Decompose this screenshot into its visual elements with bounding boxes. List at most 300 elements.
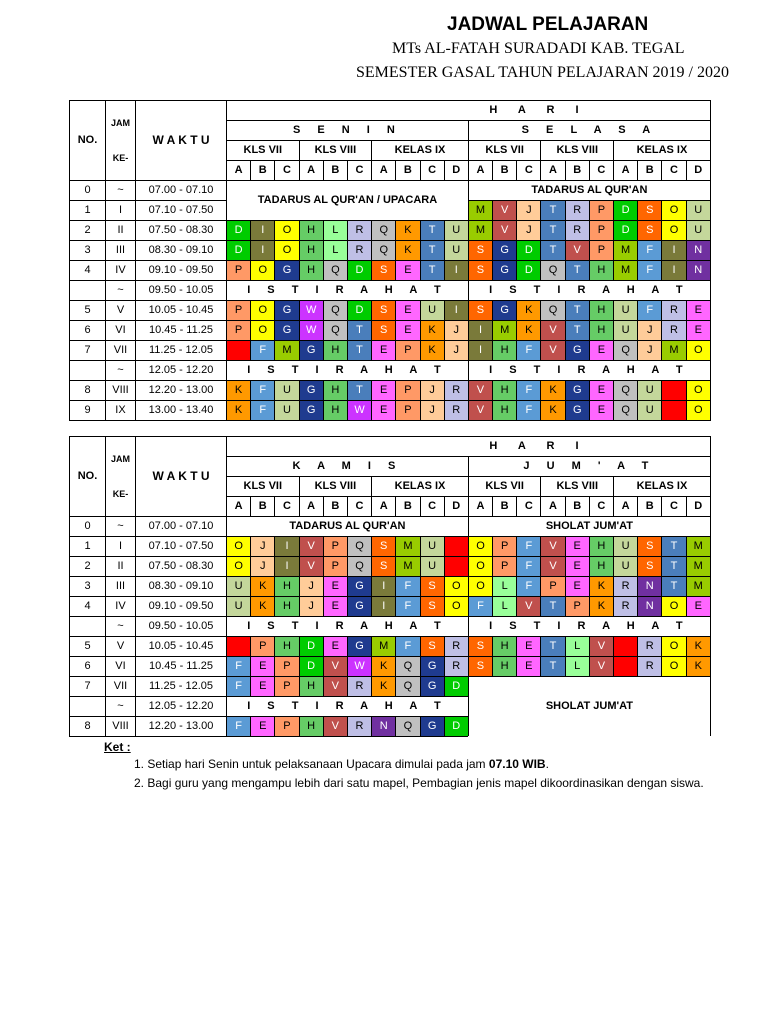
header-section: A — [372, 497, 396, 517]
row-no: 9 — [70, 401, 106, 421]
subject-cell: V — [299, 537, 323, 557]
header-section: A — [468, 161, 492, 181]
special-left: TADARUS AL QUR'AN — [227, 517, 469, 537]
subject-cell: V — [541, 321, 565, 341]
subject-cell: P — [493, 557, 517, 577]
row-waktu: 10.45 - 11.25 — [136, 321, 227, 341]
subject-cell: F — [227, 657, 251, 677]
subject-cell: T — [541, 637, 565, 657]
subject-cell: U — [444, 241, 468, 261]
subject-cell: K — [589, 597, 613, 617]
subject-cell: G — [275, 321, 299, 341]
schedule-table-2-wrap — [0, 436, 716, 738]
row-no: 0 — [70, 181, 106, 201]
row-waktu: 09.50 - 10.05 — [136, 617, 227, 637]
subject-cell: F — [517, 401, 541, 421]
subject-cell: O — [662, 657, 686, 677]
subject-cell: R — [444, 637, 468, 657]
subject-cell: R — [444, 657, 468, 677]
subject-cell: I — [251, 221, 275, 241]
row-no: 5 — [70, 301, 106, 321]
header-kls9: KELAS IX — [372, 477, 469, 497]
subject-cell: T — [541, 221, 565, 241]
subject-cell: E — [323, 577, 347, 597]
subject-cell: M — [275, 341, 299, 361]
subject-cell: J — [251, 537, 275, 557]
schedule-row — [70, 321, 711, 341]
subject-cell: S — [420, 577, 444, 597]
subject-cell: F — [517, 537, 541, 557]
subject-cell: K — [420, 321, 444, 341]
subject-cell: E — [517, 637, 541, 657]
subject-cell: I — [662, 241, 686, 261]
subject-cell: V — [493, 221, 517, 241]
subject-cell: M — [686, 577, 710, 597]
subject-cell: U — [420, 537, 444, 557]
subject-cell: L — [493, 597, 517, 617]
subject-cell: K — [396, 221, 420, 241]
subject-cell: G — [493, 301, 517, 321]
subject-cell: E — [396, 301, 420, 321]
subject-cell: H — [299, 677, 323, 697]
subject-cell: M — [662, 341, 686, 361]
subject-cell: K — [372, 677, 396, 697]
subject-cell: I — [468, 321, 492, 341]
subject-cell: K — [251, 597, 275, 617]
subject-cell: E — [565, 577, 589, 597]
break-left: I S T I R A H A T — [227, 361, 469, 381]
schedule-row — [70, 517, 711, 537]
subject-cell: V — [565, 241, 589, 261]
subject-cell: V — [323, 677, 347, 697]
subject-cell: O — [444, 577, 468, 597]
subject-cell: M — [396, 537, 420, 557]
subject-cell: Q — [323, 301, 347, 321]
subject-cell: L — [565, 657, 589, 677]
subject-cell: N — [638, 577, 662, 597]
subject-cell: F — [638, 241, 662, 261]
row-jam: V — [106, 301, 136, 321]
subject-cell: J — [299, 597, 323, 617]
subject-cell: O — [275, 221, 299, 241]
subject-cell: F — [251, 341, 275, 361]
subject-cell: V — [589, 657, 613, 677]
header-section: B — [493, 161, 517, 181]
subject-cell: T — [662, 577, 686, 597]
header-hari: H A R I — [227, 437, 711, 457]
subject-cell: U — [638, 401, 662, 421]
subject-cell: H — [299, 261, 323, 281]
subject-cell: C — [662, 401, 686, 421]
subject-cell: E — [251, 657, 275, 677]
subject-cell: T — [420, 241, 444, 261]
row-no: 1 — [70, 201, 106, 221]
subject-cell: Q — [396, 677, 420, 697]
subject-cell: O — [662, 637, 686, 657]
header-no: NO. — [70, 101, 106, 181]
row-no: 3 — [70, 241, 106, 261]
subject-cell: T — [565, 261, 589, 281]
sholat-jumat-block: SHOLAT JUM'AT — [468, 677, 710, 737]
subject-cell: N — [686, 241, 710, 261]
subject-cell: W — [347, 657, 371, 677]
header-ke: KE- — [112, 488, 129, 499]
row-waktu: 12.05 - 12.20 — [136, 361, 227, 381]
subject-cell: S — [372, 557, 396, 577]
row-waktu: 07.50 - 08.30 — [136, 221, 227, 241]
header-section: C — [589, 161, 613, 181]
header-section: A — [614, 161, 638, 181]
row-waktu: 08.30 - 09.10 — [136, 241, 227, 261]
subject-cell: R — [614, 577, 638, 597]
row-no: 2 — [70, 221, 106, 241]
subject-cell: S — [468, 261, 492, 281]
note-1-time: 07.10 WIB — [488, 757, 546, 771]
subject-cell: O — [251, 261, 275, 281]
subject-cell: H — [589, 557, 613, 577]
subject-cell: L — [493, 577, 517, 597]
row-waktu: 09.50 - 10.05 — [136, 281, 227, 301]
subject-cell: O — [275, 241, 299, 261]
header-section: B — [565, 497, 589, 517]
subject-cell: D — [517, 261, 541, 281]
subject-cell: G — [299, 341, 323, 361]
header-section: C — [420, 161, 444, 181]
row-no: 6 — [70, 321, 106, 341]
break-left: I S T I R A H A T — [227, 697, 469, 717]
schedule-row — [70, 537, 711, 557]
header-kls7: KLS VII — [468, 477, 541, 497]
subject-cell: E — [323, 597, 347, 617]
row-no: 8 — [70, 381, 106, 401]
row-no: 3 — [70, 577, 106, 597]
note-1-text: 1. Setiap hari Senin untuk pelaksanaan Upacara dimulai pada jam — [134, 757, 489, 771]
subject-cell: O — [686, 381, 710, 401]
subject-cell: O — [468, 537, 492, 557]
subject-cell: V — [468, 401, 492, 421]
schedule-row — [70, 557, 711, 577]
subject-cell: H — [323, 341, 347, 361]
header-kls7: KLS VII — [227, 141, 300, 161]
schedule-row — [70, 181, 711, 201]
subject-cell: H — [323, 381, 347, 401]
header-kls9: KELAS IX — [372, 141, 469, 161]
subject-cell: C — [614, 657, 638, 677]
header-section: C — [420, 497, 444, 517]
row-jam: VII — [106, 677, 136, 697]
header-section: A — [299, 497, 323, 517]
schedule-row — [70, 281, 711, 301]
subject-cell: R — [565, 221, 589, 241]
subject-cell: H — [275, 577, 299, 597]
row-waktu: 12.20 - 13.00 — [136, 381, 227, 401]
header-section: C — [275, 497, 299, 517]
header-day-1: K A M I S — [227, 457, 469, 477]
header-section: B — [323, 161, 347, 181]
header-section: D — [686, 497, 710, 517]
row-waktu: 07.10 - 07.50 — [136, 201, 227, 221]
subject-cell: T — [347, 321, 371, 341]
subject-cell: S — [638, 221, 662, 241]
row-waktu: 07.00 - 07.10 — [136, 181, 227, 201]
header-kls8: KLS VIII — [541, 141, 614, 161]
subject-cell: T — [662, 537, 686, 557]
subject-cell: R — [614, 597, 638, 617]
subject-cell: N — [372, 717, 396, 737]
schedule-row — [70, 617, 711, 637]
header-jam: JAM — [110, 453, 130, 464]
subject-cell: P — [493, 537, 517, 557]
subject-cell: U — [614, 301, 638, 321]
schedule-row — [70, 657, 711, 677]
subject-cell: D — [299, 637, 323, 657]
subject-cell: O — [251, 321, 275, 341]
subject-cell: F — [638, 261, 662, 281]
subject-cell: J — [517, 221, 541, 241]
subject-cell: W — [347, 401, 371, 421]
subject-cell: U — [420, 557, 444, 577]
subject-cell: E — [372, 401, 396, 421]
subject-cell: V — [541, 557, 565, 577]
header-section: C — [589, 497, 613, 517]
subject-cell: Q — [614, 341, 638, 361]
subject-cell: R — [444, 381, 468, 401]
subject-cell: F — [517, 557, 541, 577]
subject-cell: J — [251, 557, 275, 577]
subject-cell: D — [227, 221, 251, 241]
subject-cell: S — [638, 557, 662, 577]
subject-cell: M — [686, 537, 710, 557]
row-no — [70, 697, 106, 717]
subject-cell: I — [372, 597, 396, 617]
page-title: JADWAL PELAJARAN — [447, 14, 649, 35]
row-waktu: 13.00 - 13.40 — [136, 401, 227, 421]
subject-cell: R — [662, 321, 686, 341]
subject-cell: E — [251, 717, 275, 737]
subject-cell: K — [686, 657, 710, 677]
row-no: 4 — [70, 261, 106, 281]
subject-cell: C — [444, 537, 468, 557]
subject-cell: P — [227, 321, 251, 341]
row-jam: III — [106, 577, 136, 597]
row-no: 0 — [70, 517, 106, 537]
subject-cell: J — [299, 577, 323, 597]
subject-cell: J — [638, 321, 662, 341]
subject-cell: I — [251, 241, 275, 261]
note-1-end: . — [545, 757, 549, 771]
subject-cell: S — [372, 321, 396, 341]
subject-cell: C — [227, 637, 251, 657]
header-section: A — [468, 497, 492, 517]
subject-cell: Q — [323, 321, 347, 341]
header-no: NO. — [70, 437, 106, 517]
row-jam: IX — [106, 401, 136, 421]
subject-cell: K — [227, 381, 251, 401]
subject-cell: O — [662, 221, 686, 241]
subject-cell: D — [227, 241, 251, 261]
schedule-row — [70, 261, 711, 281]
schedule-row — [70, 361, 711, 381]
subject-cell: T — [662, 557, 686, 577]
subject-cell: Q — [614, 381, 638, 401]
subject-cell: O — [662, 597, 686, 617]
header-section: C — [517, 497, 541, 517]
schedule-row — [70, 577, 711, 597]
header-section: A — [227, 497, 251, 517]
subject-cell: S — [372, 301, 396, 321]
subject-cell: G — [565, 381, 589, 401]
subject-cell: T — [347, 381, 371, 401]
row-no: 7 — [70, 341, 106, 361]
special-right: SHOLAT JUM'AT — [468, 517, 710, 537]
subject-cell: Q — [372, 241, 396, 261]
subject-cell: D — [614, 221, 638, 241]
header-section: C — [347, 497, 371, 517]
row-jam: VIII — [106, 381, 136, 401]
subject-cell: H — [493, 381, 517, 401]
subject-cell: O — [227, 537, 251, 557]
notes-heading: Ket : — [104, 740, 131, 754]
subject-cell: S — [468, 657, 492, 677]
header-section: B — [396, 161, 420, 181]
header-section: B — [323, 497, 347, 517]
subject-cell: P — [275, 677, 299, 697]
subject-cell: O — [251, 301, 275, 321]
subject-cell: Q — [396, 717, 420, 737]
subject-cell: U — [614, 557, 638, 577]
row-no — [70, 361, 106, 381]
subject-cell: U — [275, 381, 299, 401]
row-waktu: 07.00 - 07.10 — [136, 517, 227, 537]
row-waktu: 10.45 - 11.25 — [136, 657, 227, 677]
subject-cell: H — [589, 537, 613, 557]
header-section: A — [372, 161, 396, 181]
break-left: I S T I R A H A T — [227, 617, 469, 637]
subject-cell: P — [396, 401, 420, 421]
subject-cell: F — [517, 381, 541, 401]
subject-cell: T — [541, 201, 565, 221]
schedule-row — [70, 301, 711, 321]
subject-cell: U — [227, 577, 251, 597]
subject-cell: E — [589, 341, 613, 361]
subject-cell: C — [614, 637, 638, 657]
header-day-1: S E N I N — [227, 121, 469, 141]
subject-cell: E — [517, 657, 541, 677]
subject-cell: H — [589, 321, 613, 341]
subject-cell: G — [299, 381, 323, 401]
row-jam: V — [106, 637, 136, 657]
subject-cell: E — [565, 537, 589, 557]
subject-cell: L — [323, 241, 347, 261]
subject-cell: I — [275, 537, 299, 557]
header-section: B — [251, 497, 275, 517]
row-waktu: 11.25 - 12.05 — [136, 677, 227, 697]
header-section: B — [638, 497, 662, 517]
header-jam-ke — [106, 101, 136, 181]
row-waktu: 09.10 - 09.50 — [136, 261, 227, 281]
break-right: I S T I R A H A T — [468, 361, 710, 381]
subject-cell: V — [541, 537, 565, 557]
schedule-row — [70, 597, 711, 617]
subject-cell: V — [323, 657, 347, 677]
subject-cell: Q — [541, 301, 565, 321]
subject-cell: H — [493, 657, 517, 677]
header-section: B — [638, 161, 662, 181]
schedule-row — [70, 401, 711, 421]
header-kls8: KLS VIII — [541, 477, 614, 497]
subject-cell: F — [517, 577, 541, 597]
subject-cell: G — [347, 597, 371, 617]
row-no: 8 — [70, 717, 106, 737]
subject-cell: I — [662, 261, 686, 281]
subject-cell: R — [662, 301, 686, 321]
subject-cell: P — [275, 657, 299, 677]
subject-cell: K — [396, 241, 420, 261]
subject-cell: G — [420, 717, 444, 737]
subject-cell: V — [589, 637, 613, 657]
subject-cell: F — [517, 341, 541, 361]
break-left: I S T I R A H A T — [227, 281, 469, 301]
row-jam: IV — [106, 597, 136, 617]
subject-cell: F — [396, 577, 420, 597]
row-no: 6 — [70, 657, 106, 677]
row-no: 1 — [70, 537, 106, 557]
subject-cell: H — [299, 241, 323, 261]
break-right: I S T I R A H A T — [468, 281, 710, 301]
subject-cell: P — [396, 381, 420, 401]
subject-cell: K — [589, 577, 613, 597]
subject-cell: D — [299, 657, 323, 677]
row-jam: ~ — [106, 517, 136, 537]
subject-cell: U — [638, 381, 662, 401]
subject-cell: P — [227, 261, 251, 281]
note-2: 2. Bagi guru yang mengampu lebih dari satu mapel, Pembagian jenis mapel dikoordinasikan dengan siswa. — [134, 776, 704, 790]
row-jam: ~ — [106, 281, 136, 301]
subject-cell: F — [468, 597, 492, 617]
subject-cell: N — [686, 261, 710, 281]
schedule-table-senin-selasa — [69, 100, 711, 421]
special-left: TADARUS AL QUR'AN / UPACARA — [227, 181, 469, 221]
subject-cell: F — [396, 597, 420, 617]
subject-cell: I — [275, 557, 299, 577]
header-day-2: S E L A S A — [468, 121, 710, 141]
subject-cell: E — [396, 321, 420, 341]
subject-cell: C — [662, 381, 686, 401]
row-jam: ~ — [106, 617, 136, 637]
subject-cell: F — [227, 677, 251, 697]
subject-cell: H — [589, 301, 613, 321]
subject-cell: J — [638, 341, 662, 361]
row-waktu: 10.05 - 10.45 — [136, 637, 227, 657]
subject-cell: U — [686, 221, 710, 241]
subject-cell: E — [686, 597, 710, 617]
subject-cell: W — [299, 321, 323, 341]
subject-cell: R — [347, 677, 371, 697]
subject-cell: U — [686, 201, 710, 221]
schedule-row — [70, 221, 711, 241]
header-hari: H A R I — [227, 101, 711, 121]
subject-cell: H — [299, 221, 323, 241]
subject-cell: M — [493, 321, 517, 341]
subject-cell: G — [420, 677, 444, 697]
subject-cell: Q — [372, 221, 396, 241]
subject-cell: Q — [396, 657, 420, 677]
subject-cell: K — [686, 637, 710, 657]
subject-cell: G — [565, 401, 589, 421]
schedule-row — [70, 381, 711, 401]
header-section: D — [444, 497, 468, 517]
subject-cell: I — [372, 577, 396, 597]
